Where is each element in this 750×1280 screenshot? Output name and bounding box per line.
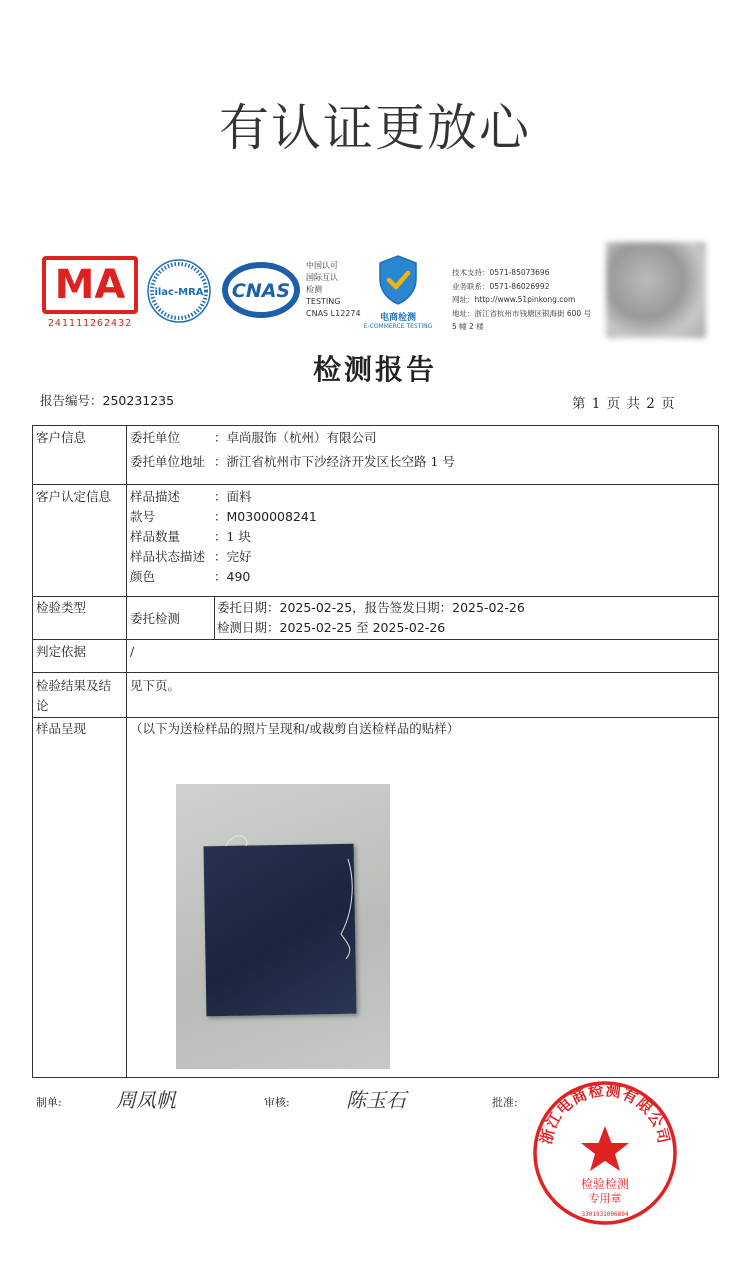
sample-field-label: 样品描述: [130, 489, 181, 504]
table-divider: [33, 672, 718, 673]
sample-field-value: ：完好: [214, 549, 252, 564]
cnas-line: 检测: [306, 285, 322, 294]
cnas-line: 中国认可: [306, 261, 338, 270]
ilac-text: ilac-MRA: [154, 287, 204, 298]
certification-logos: [0, 240, 750, 340]
sample-field-value: ：490: [214, 569, 251, 584]
sample-field-value: ：M0300008241: [214, 509, 317, 524]
table-divider: [33, 484, 718, 485]
fabric-threads: [176, 784, 390, 1069]
cma-number: 241111262432: [47, 318, 133, 329]
qr-code-blurred: [606, 242, 706, 338]
sample-note: （以下为送检样品的照片呈现和/或裁剪自送检样品的贴样）: [130, 721, 460, 736]
seal-center-text: 检验检测: [580, 1177, 630, 1191]
contact-info: [452, 266, 602, 334]
contact-line: 网址：http://www.51pinkong.com: [452, 295, 576, 304]
basis-value: /: [130, 644, 135, 659]
basis-header: 判定依据: [36, 644, 87, 659]
testing-dates: 检测日期：2025-02-25 至 2025-02-26: [217, 620, 446, 635]
cma-mark: MA: [42, 256, 138, 314]
client-field-label: 委托单位地址: [130, 454, 206, 469]
ecom-cn-label: 电商检测: [379, 313, 416, 323]
result-header: 检验结果及结: [36, 678, 112, 693]
seal-number: 3301931006894: [581, 1211, 629, 1218]
report-number-value: 250231235: [102, 393, 175, 408]
seal-sub-text: 专用章: [588, 1192, 622, 1205]
ecom-en-label: E-COMMERCE TESTING: [363, 323, 433, 330]
report-number: [40, 391, 174, 409]
report-number-label: 报告编号：: [40, 393, 103, 408]
client-field-value: ：浙江省杭州市下沙经济开发区长空路 1 号: [214, 454, 455, 469]
hero-title: 有认证更放心: [219, 99, 531, 157]
reviewer-signature: 陈玉石: [346, 1088, 406, 1112]
sample-field-value: ：面料: [214, 489, 252, 504]
cnas-caption: [306, 260, 361, 320]
sample-field-label: 颜色: [130, 569, 156, 584]
cnas-logo: [220, 260, 302, 320]
inspection-type-value: 委托检测: [130, 611, 181, 626]
sample-header: 样品呈现: [36, 721, 87, 736]
table-divider: [33, 596, 718, 597]
sample-field-label: 样品数量: [130, 529, 181, 544]
client-info-header: 客户信息: [36, 430, 87, 445]
contact-line: 地址：浙江省杭州市钱塘区银海街 600 号: [452, 308, 592, 318]
table-column-divider: [126, 426, 127, 1077]
inspection-type-header: 检验类型: [36, 600, 87, 615]
client-field-value: ：卓尚服饰（杭州）有限公司: [214, 430, 377, 445]
sample-field-label: 款号: [130, 509, 156, 524]
ecommerce-testing-logo: [360, 254, 436, 330]
seal-arc-text: 浙江电商检测有限公司: [536, 1081, 674, 1146]
report-title: 检测报告: [312, 353, 437, 386]
contact-line: 5 幢 2 楼: [452, 322, 484, 331]
cnas-line: 国际互认: [306, 273, 338, 282]
maker-signature: 周凤帆: [116, 1088, 176, 1112]
page-info: 第 1 页 共 2 页: [572, 396, 676, 412]
result-value: 见下页。: [130, 678, 181, 693]
shield-check-icon: [376, 254, 420, 306]
reviewer-label: 审核:: [264, 1096, 290, 1109]
sample-field-value: ：1 块: [214, 529, 251, 544]
cma-logo: [42, 256, 138, 336]
sample-field-label: 样品状态描述: [130, 549, 206, 564]
cnas-line: CNAS L12274: [306, 309, 361, 318]
table-divider: [33, 717, 718, 718]
table-column-divider: [214, 596, 215, 639]
client-field-label: 委托单位: [130, 430, 181, 445]
table-divider: [33, 639, 718, 640]
confirmed-info-header: 客户认定信息: [36, 489, 112, 504]
ilac-mra-logo: [146, 258, 212, 324]
cnas-line: TESTING: [306, 297, 341, 306]
contact-line: 业务联系：0571-86026992: [452, 281, 550, 291]
contact-line: 技术支持：0571-85073696: [452, 268, 550, 277]
cnas-text: CNAS: [231, 280, 291, 302]
commission-dates: 委托日期：2025-02-25，报告签发日期：2025-02-26: [217, 600, 525, 615]
approver-label: 批准:: [492, 1096, 518, 1109]
seal-star-icon: [581, 1126, 629, 1171]
maker-label: 制单:: [36, 1096, 62, 1109]
official-seal: [532, 1080, 678, 1226]
result-header-cont: 论: [36, 698, 49, 713]
